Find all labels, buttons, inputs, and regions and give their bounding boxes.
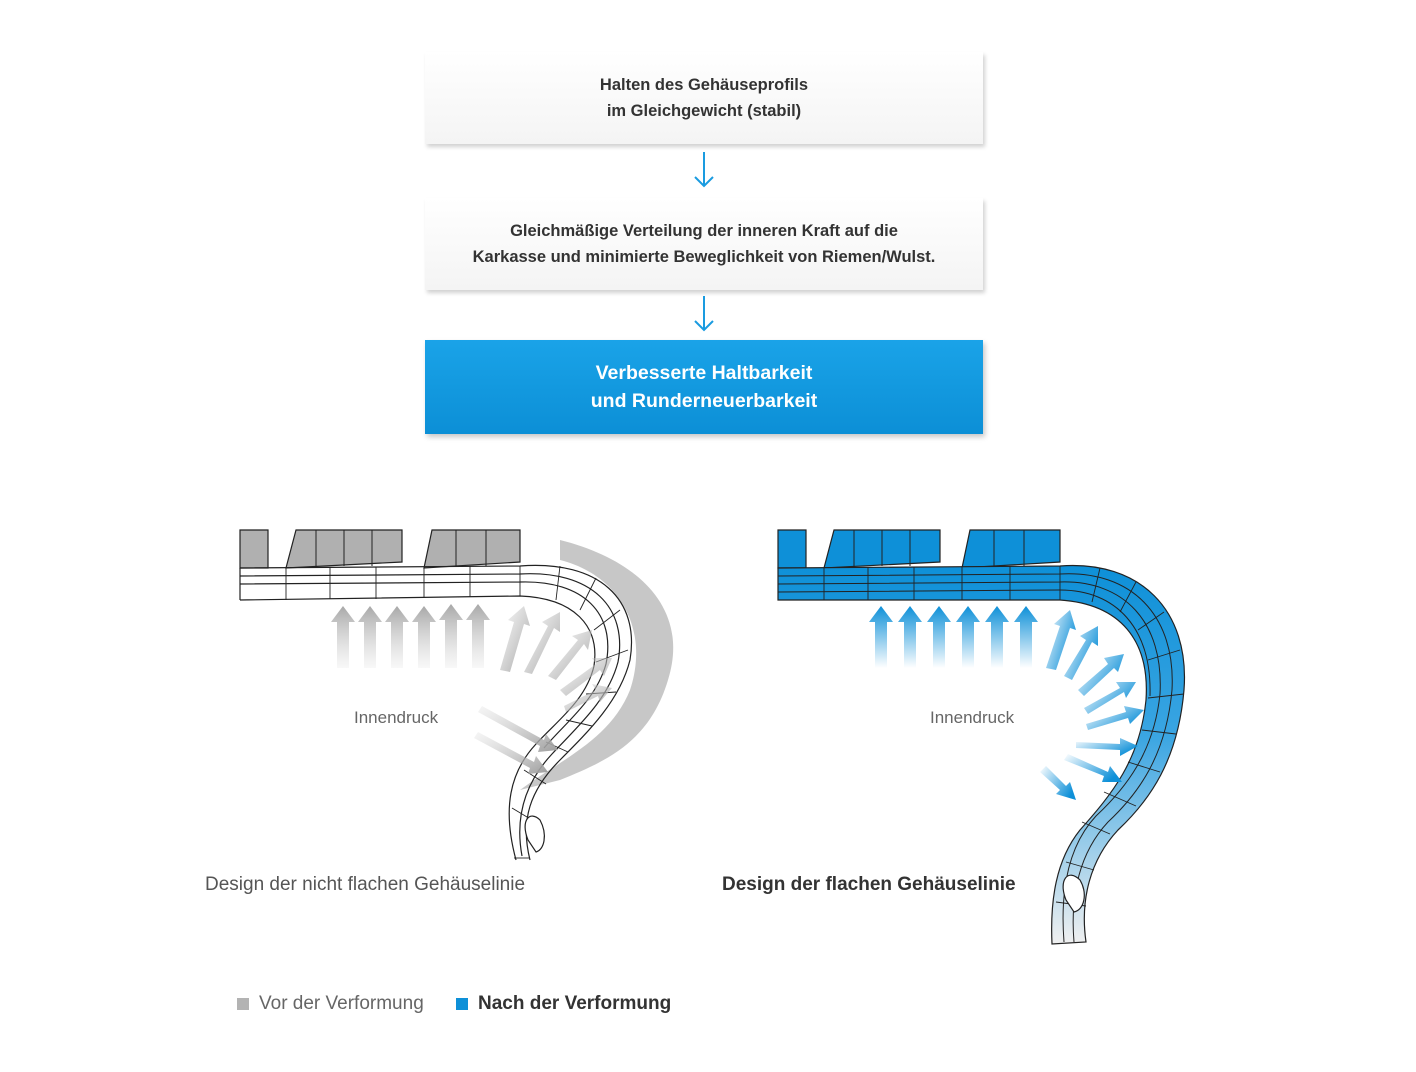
pressure-label-right: Innendruck (930, 708, 1015, 727)
flow-step-2-line-1: Gleichmäßige Verteilung der inneren Kraft auf die (510, 222, 898, 240)
legend-label-after: Nach der Verformung (478, 993, 672, 1014)
legend-after-deformation (456, 993, 671, 1015)
flow-step-3-line-2: und Runderneuerbarkeit (590, 390, 818, 412)
legend-label-before: Vor der Verformung (259, 993, 424, 1014)
tread-block-center-right (962, 530, 1060, 568)
legend-swatch-blue (456, 998, 468, 1010)
pressure-arrows-blue (869, 606, 1038, 668)
tread-block-shoulder (778, 530, 806, 568)
flow-step-1-line-2: im Gleichgewicht (stabil) (606, 102, 802, 120)
flow-step-1-line-1: Halten des Gehäuseprofils (599, 76, 809, 94)
flow-step-3-line-1: Verbesserte Haltbarkeit (595, 362, 813, 384)
flow-step-2-line-2: Karkasse und minimierte Beweglichkeit von Riemen/Wulst. (472, 248, 936, 266)
caption-non-flat-design: Design der nicht flachen Gehäuselinie (205, 874, 526, 895)
caption-flat-design: Design der flachen Gehäuselinie (722, 874, 1016, 895)
pressure-label-left: Innendruck (354, 708, 439, 727)
legend-swatch-grey (237, 998, 249, 1010)
legend-before-deformation (237, 993, 424, 1015)
